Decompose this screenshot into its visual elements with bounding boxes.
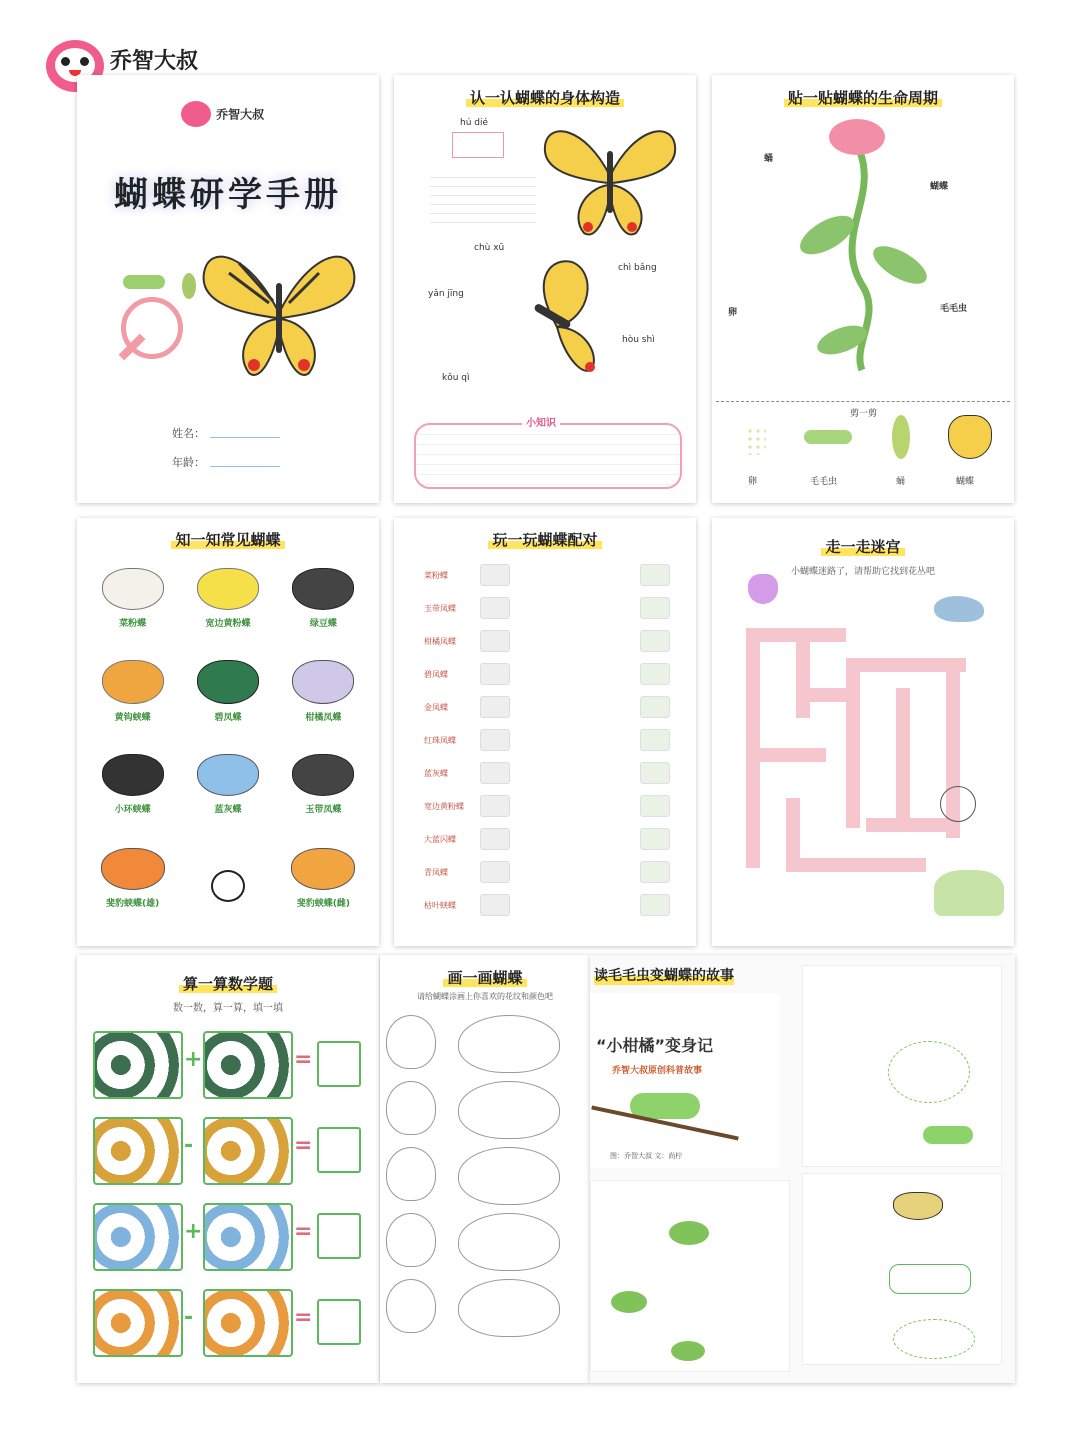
match-name: 宽边黄粉蝶 (424, 802, 464, 811)
species-name: 玉带凤蝶 (305, 805, 342, 815)
pattern-sample (386, 1279, 436, 1333)
count-box-left (93, 1203, 183, 1271)
match-photo[interactable] (480, 696, 510, 718)
match-row (424, 595, 674, 628)
cut-item-caterpillar[interactable] (804, 430, 852, 444)
math-page (77, 955, 379, 1383)
match-name: 大蓝闪蝶 (424, 835, 456, 844)
equals: = (294, 1305, 313, 1330)
page-title: 知一知常见蝴蝶 (77, 529, 379, 550)
match-row (424, 859, 674, 892)
speech-bubble (888, 1041, 970, 1103)
life-cycle-page (712, 75, 1014, 503)
maze-page (712, 518, 1014, 946)
match-photo[interactable] (480, 663, 510, 685)
cut-label: 剪一剪 (850, 409, 878, 419)
species-name: 黄钩蛱蝶 (114, 713, 151, 723)
answer-box[interactable] (317, 1041, 361, 1087)
caterpillar-icon (923, 1126, 973, 1144)
story-panel-4 (802, 1173, 1002, 1365)
species-card (87, 558, 178, 644)
match-target[interactable] (640, 597, 670, 619)
match-target[interactable] (640, 663, 670, 685)
count-box-left (93, 1289, 183, 1357)
page-subtitle: 小蝴蝶迷路了，请帮助它找到花丛吧 (790, 567, 935, 577)
butterfly-side-illustration (512, 257, 602, 377)
pinyin-kouqi: kǒu qì (442, 373, 470, 383)
cut-label-butterfly: 蝴蝶 (956, 477, 975, 487)
cover-title: 蝴蝶研学手册 (114, 175, 342, 215)
butterfly-icon (102, 754, 164, 796)
butterfly-icon (197, 660, 259, 704)
match-photo[interactable] (480, 729, 510, 751)
common-butterflies-page (77, 518, 379, 946)
match-row (424, 793, 674, 826)
pinyin-chuxu: chù xū (474, 243, 505, 253)
match-photo[interactable] (480, 564, 510, 586)
species-card (182, 652, 273, 738)
tip-box (414, 423, 682, 489)
page-title: 认一认蝴蝶的身体构造 (394, 87, 696, 108)
cut-line (716, 401, 1010, 402)
match-row (424, 727, 674, 760)
page-title: 走一走迷宫 (712, 536, 1014, 557)
leaf-icon (669, 1221, 709, 1245)
operator: + (184, 1047, 203, 1072)
match-name: 蓝灰蝶 (424, 769, 448, 778)
count-box-right (203, 1203, 293, 1271)
butterfly-outline[interactable] (458, 1081, 560, 1139)
match-target[interactable] (640, 828, 670, 850)
butterfly-icon (292, 660, 354, 704)
match-photo[interactable] (480, 828, 510, 850)
page-title: 贴一贴蝴蝶的生命周期 (712, 87, 1014, 108)
label-butterfly: 蝴蝶 (930, 182, 949, 192)
page-title: 算一算数学题 (77, 973, 379, 994)
match-row (424, 661, 674, 694)
cover-page (77, 75, 379, 503)
speech-bubble (893, 1319, 975, 1359)
panda-icon (211, 870, 245, 902)
label-caterpillar: 毛毛虫 (940, 304, 968, 314)
pattern-sample (386, 1147, 436, 1201)
answer-box[interactable] (317, 1213, 361, 1259)
count-box-right (203, 1031, 293, 1099)
matching-page (394, 518, 696, 946)
species-name: 菜粉蝶 (119, 619, 147, 629)
swallowtail-butterfly-illustration (199, 243, 359, 383)
tip-title: 小知识 (522, 414, 560, 429)
match-target[interactable] (640, 564, 670, 586)
match-target[interactable] (640, 630, 670, 652)
match-photo[interactable] (480, 762, 510, 784)
age-label: 年龄： (172, 456, 205, 469)
story-page (590, 955, 1015, 1383)
species-card (182, 558, 273, 644)
butterfly-start-icon (748, 574, 778, 604)
match-target[interactable] (640, 762, 670, 784)
match-rows (424, 562, 674, 925)
pattern-sample (386, 1081, 436, 1135)
flower-stem-illustration (782, 115, 942, 375)
count-box-right (203, 1289, 293, 1357)
drawing-page (380, 955, 590, 1383)
butterfly-outline[interactable] (458, 1015, 560, 1073)
butterfly-icon (102, 568, 164, 610)
count-box-right (203, 1117, 293, 1185)
butterfly-outline[interactable] (458, 1279, 560, 1337)
species-card (182, 840, 273, 926)
pinyin-chibang: chì bǎng (618, 263, 657, 273)
match-target[interactable] (640, 894, 670, 916)
match-photo[interactable] (480, 795, 510, 817)
answer-box[interactable] (317, 1127, 361, 1173)
intro-text-block (430, 169, 536, 229)
match-photo[interactable] (480, 861, 510, 883)
butterfly-outline[interactable] (458, 1213, 560, 1271)
story-credits: 图：乔智大叔 文：尚柠 (610, 1152, 683, 1160)
cut-label-pupa: 蛹 (896, 477, 906, 487)
story-panel-3 (802, 965, 1002, 1167)
match-name: 青凤蝶 (424, 868, 448, 877)
species-name: 宽边黄粉蝶 (205, 619, 251, 629)
age-field[interactable] (210, 466, 280, 467)
story-title: “小柑橘”变身记 (596, 1036, 714, 1055)
name-label: 姓名： (172, 427, 205, 440)
match-row (424, 892, 674, 925)
count-box-left (93, 1117, 183, 1185)
butterfly-outline[interactable] (458, 1147, 560, 1205)
butterfly-icon (102, 660, 164, 704)
pinyin-houshi: hòu shì (622, 335, 655, 345)
operator: - (184, 1305, 194, 1330)
story-subtitle: 乔智大叔原创科普故事 (612, 1066, 703, 1076)
species-name: 斐豹蛱蝶(雄) (106, 899, 160, 909)
cut-item-butterfly[interactable] (948, 415, 992, 459)
match-target[interactable] (640, 861, 670, 883)
page-title: 读毛毛虫变蝴蝶的故事 (594, 965, 734, 985)
species-card (87, 840, 178, 926)
brand-name-cn: 乔智大叔 (110, 49, 199, 74)
species-name: 蓝灰蝶 (214, 805, 242, 815)
match-name: 玉带凤蝶 (424, 604, 456, 613)
species-card (278, 746, 369, 832)
pinyin-yanjing: yǎn jīng (428, 289, 464, 299)
info-box (889, 1264, 971, 1294)
species-name: 柑橘凤蝶 (305, 713, 342, 723)
char-grid (452, 132, 504, 158)
match-row (424, 760, 674, 793)
caterpillar-icon (123, 275, 165, 289)
equals: = (294, 1219, 313, 1244)
label-egg: 卵 (728, 308, 738, 318)
match-target[interactable] (640, 696, 670, 718)
butterfly-icon (197, 568, 259, 610)
spider-web-icon (940, 786, 976, 822)
species-name: 斐豹蛱蝶(雌) (296, 899, 350, 909)
match-row (424, 826, 674, 859)
match-photo[interactable] (480, 597, 510, 619)
cut-label-caterpillar: 毛毛虫 (810, 477, 838, 487)
body-structure-page (394, 75, 696, 503)
cut-item-pupa[interactable] (892, 415, 910, 459)
cover-brand-name: 乔智大叔 (216, 107, 265, 122)
match-photo[interactable] (480, 630, 510, 652)
equals: = (294, 1047, 313, 1072)
cut-label-egg: 卵 (748, 477, 758, 487)
chrysalis-icon (182, 273, 196, 299)
match-name: 枯叶蛱蝶 (424, 901, 456, 910)
species-name: 绿豆蝶 (309, 619, 337, 629)
page-title: 画一画蝴蝶 (380, 967, 590, 988)
species-card (87, 652, 178, 738)
name-field[interactable] (210, 437, 280, 438)
pattern-sample (386, 1015, 436, 1069)
match-name: 红珠凤蝶 (424, 736, 456, 745)
pattern-sample (386, 1213, 436, 1267)
butterfly-icon (101, 848, 165, 890)
match-target[interactable] (640, 729, 670, 751)
panda-logo-icon (181, 101, 211, 127)
swallowtail-butterfly-icon (893, 1192, 943, 1220)
match-name: 菜粉蝶 (424, 571, 448, 580)
species-card (278, 652, 369, 738)
match-row (424, 694, 674, 727)
match-name: 金凤蝶 (424, 703, 448, 712)
leaf-icon (611, 1291, 647, 1313)
match-photo[interactable] (480, 894, 510, 916)
cover-brand (181, 101, 264, 127)
count-box-left (93, 1031, 183, 1099)
leaf-icon (671, 1341, 705, 1361)
story-panel-2 (590, 1180, 790, 1372)
butterfly-icon (197, 754, 259, 796)
match-name: 碧凤蝶 (424, 670, 448, 679)
maze[interactable] (746, 628, 986, 878)
match-target[interactable] (640, 795, 670, 817)
match-row (424, 562, 674, 595)
species-name: 小环蛱蝶 (114, 805, 151, 815)
page-subtitle: 请给蝴蝶涂画上你喜欢的花纹和颜色吧 (417, 992, 553, 1001)
match-row (424, 628, 674, 661)
species-name: 碧凤蝶 (214, 713, 242, 723)
story-cover (590, 993, 780, 1168)
species-card (278, 840, 369, 926)
butterfly-icon (292, 754, 354, 796)
species-card (182, 746, 273, 832)
answer-box[interactable] (317, 1299, 361, 1345)
pinyin-hudie: hú dié (460, 118, 489, 128)
page-title: 玩一玩蝴蝶配对 (394, 529, 696, 550)
label-pupa: 蛹 (764, 154, 774, 164)
species-card (87, 746, 178, 832)
match-name: 柑橘凤蝶 (424, 637, 456, 646)
butterfly-icon (292, 568, 354, 610)
butterfly-top-illustration (540, 121, 680, 241)
butterfly-icon (291, 848, 355, 890)
page-subtitle: 数一数，算一算，填一填 (173, 1003, 283, 1014)
flower-bush-icon (934, 870, 1004, 916)
cut-item-egg[interactable] (746, 427, 766, 455)
bird-icon (934, 596, 984, 622)
species-grid (87, 558, 369, 926)
species-card (278, 558, 369, 644)
operator: - (184, 1133, 194, 1158)
equals: = (294, 1133, 313, 1158)
operator: + (184, 1219, 203, 1244)
